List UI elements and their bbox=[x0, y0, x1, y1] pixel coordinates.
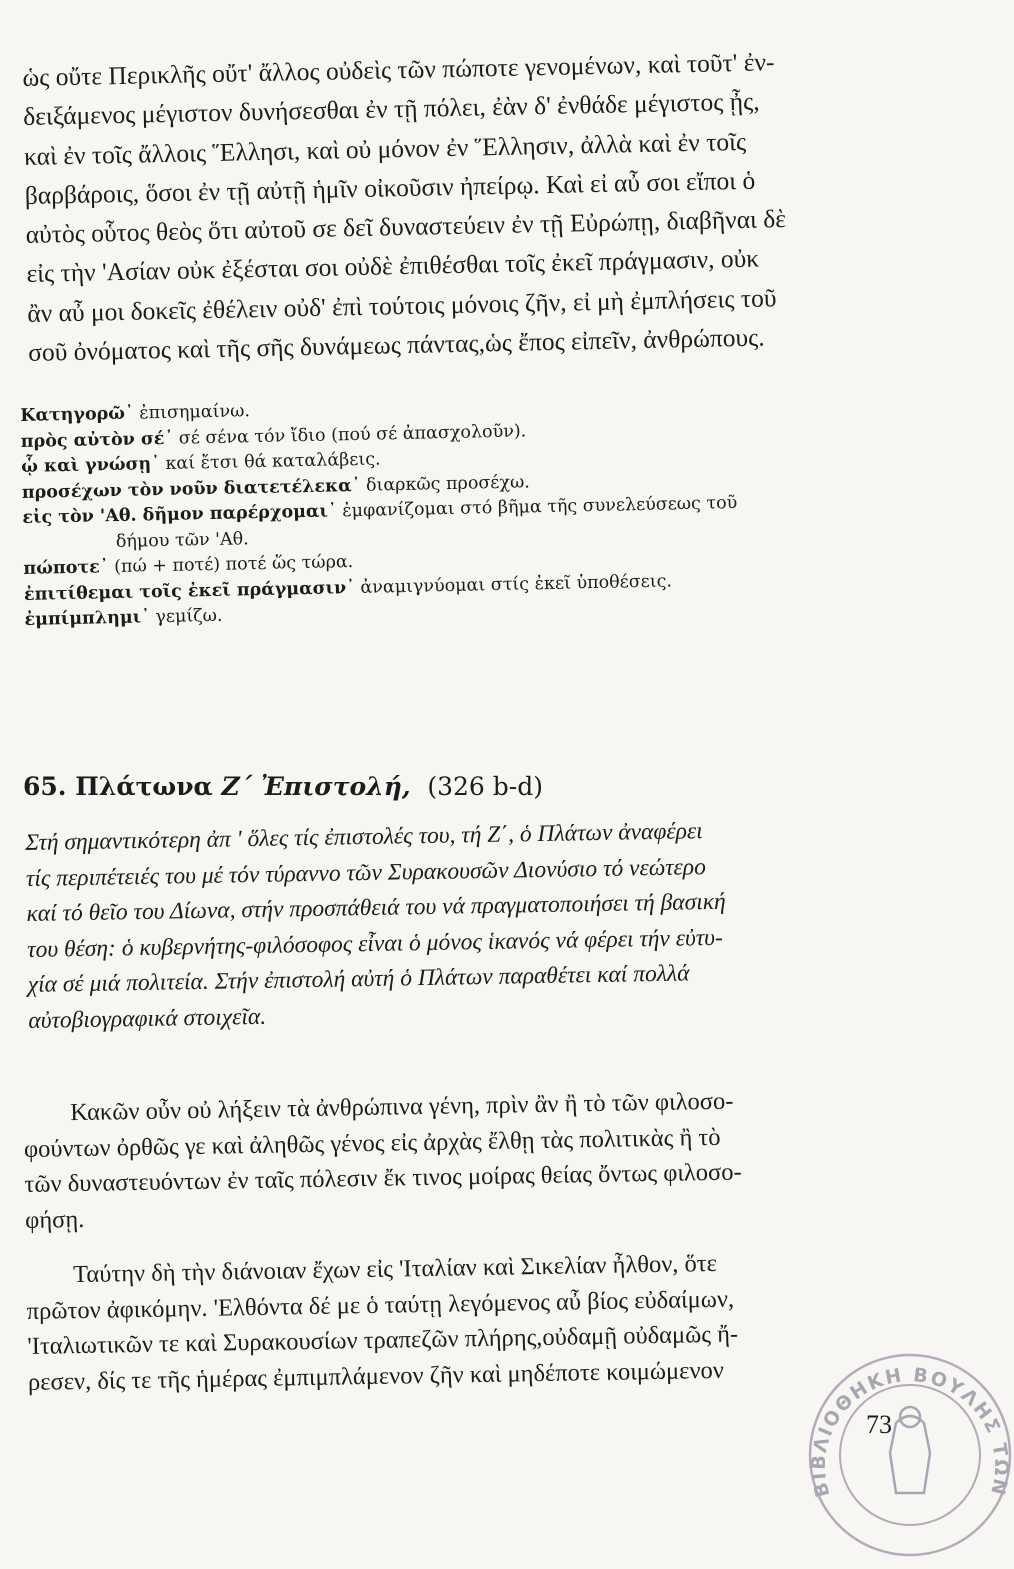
glossary-term: ᾧ καὶ γνώσῃ bbox=[21, 454, 152, 477]
glossary-definition: διαρκῶς προσέχω. bbox=[365, 471, 531, 496]
glossary-term: ἐπιτίθεμαι τοῖς ἐκεῖ πράγμασιν bbox=[23, 577, 347, 605]
quote-line: ρεσεν, δίς τε τῆς ἡμέρας ἐμπιμπλάμενον ζῆν καὶ μηδέποτε κοιμώμενον bbox=[27, 1356, 725, 1396]
glossary-continuation: δήμου τῶν 'Αθ. bbox=[115, 528, 249, 552]
text-line: ἂν αὖ μοι δοκεῖς ἐθέλειν οὐδ' ἐπὶ τούτοις μόνοις ζῆν, εἰ μὴ ἐμπλήσεις τοῦ bbox=[27, 283, 777, 328]
glossary-item: Κατηγορῶ᾿ ἐπισημαίνω. bbox=[20, 401, 251, 426]
glossary-item: προσέχων τὸν νοῦν διατετέλεκα᾿ διαρκῶς προσέχω. bbox=[21, 471, 531, 503]
intro-line: του θέση: ὁ κυβερνήτης-φιλόσοφος εἶναι ὁ μόνος ἱκανός νά φέρει τήν εὐτυ- bbox=[26, 924, 724, 963]
glossary-item: ᾧ καὶ γνώσῃ᾿ καί ἔτσι θά καταλάβεις. bbox=[21, 449, 381, 477]
intro-line: αὐτοβιογραφικά στοιχεῖα. bbox=[28, 1003, 267, 1034]
section-reference: (326 b-d) bbox=[427, 772, 543, 801]
glossary-term: ἐμπίμπλημι bbox=[24, 607, 142, 630]
glossary-item: εἰς τὸν 'Αθ. δῆμον παρέρχομαι᾿ ἐμφανίζομαι στό βῆμα τῆς συνελεύσεως τοῦ δήμου τῶν 'Αθ. bbox=[22, 488, 903, 557]
glossary-item: ἐμπίμπλημι᾿ γεμίζω. bbox=[24, 605, 223, 630]
quote-line: φούντων ὀρθῶς γε καὶ ἀληθῶς γένος εἰς ἀρχὰς ἔλθῃ τὰς πολιτικὰς ἢ τὸ bbox=[23, 1123, 721, 1163]
text-line: σοῦ ὀνόματος καὶ τῆς σῆς δυνάμεως πάντας,ὡς ἔπος εἰπεῖν, ἀνθρώπους. bbox=[27, 322, 765, 368]
glossary bbox=[20, 386, 905, 634]
quote-line: 'Ιταλιωτικῶν τε καὶ Συρακουσίων τραπεζῶν πλήρης,οὐδαμῇ οὐδαμῶς ἤ- bbox=[27, 1320, 739, 1360]
quote-line: Κακῶν οὖν οὐ λήξειν τὰ ἀνθρώπινα γένη, πρὶν ἂν ἢ τὸ τῶν φιλοσο- bbox=[70, 1087, 734, 1127]
text-line: καὶ ἐν τοῖς ἄλλοις Ἕλλησι, καὶ οὐ μόνον ἐν Ἕλλησιν, ἀλλὰ καὶ ἐν τοῖς bbox=[23, 126, 747, 171]
glossary-definition: γεμίζω. bbox=[155, 605, 223, 628]
quote-line: τῶν δυναστευόντων ἐν ταῖς πόλεσιν ἔκ τινος μοίρας θείας ὄντως φιλοσο- bbox=[24, 1158, 742, 1198]
text-line: βαρβάροις, ὅσοι ἐν τῇ αὐτῇ ἡμῖν οἰκοῦσιν ἠπείρῳ. Καὶ εἰ αὖ σοι εἴποι ὁ bbox=[24, 165, 756, 210]
svg-text:ΒΙΒΛΙΟΘΗΚΗ ΒΟΥΛΗΣ ΤΩΝ ΕΛΛΗΝΩΝ bbox=[800, 1345, 1012, 1500]
glossary-term: Κατηγορῶ bbox=[20, 403, 126, 426]
glossary-definition: σέ σένα τόν ἴδιο (πού σέ ἀπασχολοῦν). bbox=[178, 420, 527, 449]
glossary-term: πρὸς αὐτὸν σέ bbox=[20, 428, 165, 452]
quote-line: Ταύτην δὴ τὴν διάνοιαν ἔχων εἰς 'Ιταλίαν καὶ Σικελίαν ἦλθον, ὅτε bbox=[72, 1249, 718, 1289]
glossary-term: εἰς τὸν 'Αθ. δῆμον παρέρχομαι bbox=[22, 501, 329, 528]
introduction-paragraph bbox=[25, 811, 899, 1039]
text-line: αὐτὸς οὗτος θεὸς ὅτι αὐτοῦ σε δεῖ δυναστεύειν ἐν τῇ Εὐρώπῃ, διαβῆναι δὲ bbox=[25, 204, 787, 250]
text-line: δειξάμενος μέγιστον δυνήσεσθαι ἐν τῇ πόλει, ἐὰν δ' ἐνθάδε μέγιστος ᾖς, bbox=[22, 86, 760, 132]
glossary-item: πρὸς αὐτὸν σέ᾿ σέ σένα τόν ἴδιο (πού σέ ἀπασχολοῦν). bbox=[20, 420, 527, 452]
quote-line: πρῶτον ἀφικόμην. 'Ελθόντα δέ με ὁ ταύτῃ λεγόμενος αὖ βίος εὐδαίμων, bbox=[26, 1285, 735, 1325]
section-title: Ζ΄ Ἐπιστολή, bbox=[221, 772, 411, 801]
page-number: 73 bbox=[866, 1410, 892, 1439]
section-heading bbox=[23, 772, 543, 801]
intro-line: τίς περιπέτειές του μέ τόν τύραννο τῶν Συρακουσῶν Διονύσιο τό νεώτερο bbox=[25, 853, 707, 892]
intro-line: καί τό θεῖο του Δίωνα, στήν προσπάθειά του νά πραγματοποιήσει τή βασική bbox=[26, 888, 726, 927]
glossary-item: ἐπιτίθεμαι τοῖς ἐκεῖ πράγμασιν᾿ ἀναμιγνύομαι στίς ἐκεῖ ὑποθέσεις. bbox=[23, 570, 673, 605]
glossary-item: πώποτε᾿ (πώ + ποτέ) ποτέ ὥς τώρα. bbox=[23, 552, 354, 579]
main-greek-text bbox=[22, 40, 890, 372]
glossary-definition: ἐμφανίζομαι στό βῆμα τῆς συνελεύσεως τοῦ bbox=[341, 493, 738, 522]
glossary-definition: καί ἔτσι θά καταλάβεις. bbox=[165, 449, 381, 474]
glossary-term: πώποτε bbox=[23, 557, 101, 579]
text-line: εἰς τὴν 'Ασίαν οὐκ ἐξέσται σοι οὐδὲ ἐπιθέσθαι τοῖς ἐκεῖ πράγμασιν, οὐκ bbox=[26, 244, 760, 289]
quoted-greek-text bbox=[23, 1081, 898, 1400]
intro-line: χία σέ μιά πολιτεία. Στήν ἐπιστολή αὐτή ὁ Πλάτων παραθέτει καί πολλά bbox=[27, 960, 690, 998]
intro-line: Στή σημαντικότερη ἀπ ' ὅλες τίς ἐπιστολές του, τή Ζ΄, ὁ Πλάτων ἀναφέρει bbox=[25, 818, 703, 856]
glossary-definition: ἀναμιγνύομαι στίς ἐκεῖ ὑποθέσεις. bbox=[360, 570, 673, 598]
glossary-term: προσέχων τὸν νοῦν διατετέλεκα bbox=[21, 475, 352, 503]
glossary-definition: ἐπισημαίνω. bbox=[139, 401, 251, 424]
quote-line: φήσῃ. bbox=[24, 1205, 85, 1234]
stamp-text: ΒΙΒΛΙΟΘΗΚΗ ΒΟΥΛΗΣ ΤΩΝ bbox=[807, 1364, 1013, 1500]
text-line: ὡς οὔτε Περικλῆς οὔτ' ἄλλος οὐδεὶς τῶν πώποτε γενομένων, καὶ τοῦτ' ἐν- bbox=[22, 47, 775, 92]
section-number: 65. Πλάτωνα bbox=[23, 772, 213, 801]
stamp-seal-icon bbox=[800, 1345, 1014, 1565]
glossary-definition: (πώ + ποτέ) ποτέ ὥς τώρα. bbox=[113, 552, 354, 578]
library-stamp bbox=[800, 1345, 1014, 1565]
